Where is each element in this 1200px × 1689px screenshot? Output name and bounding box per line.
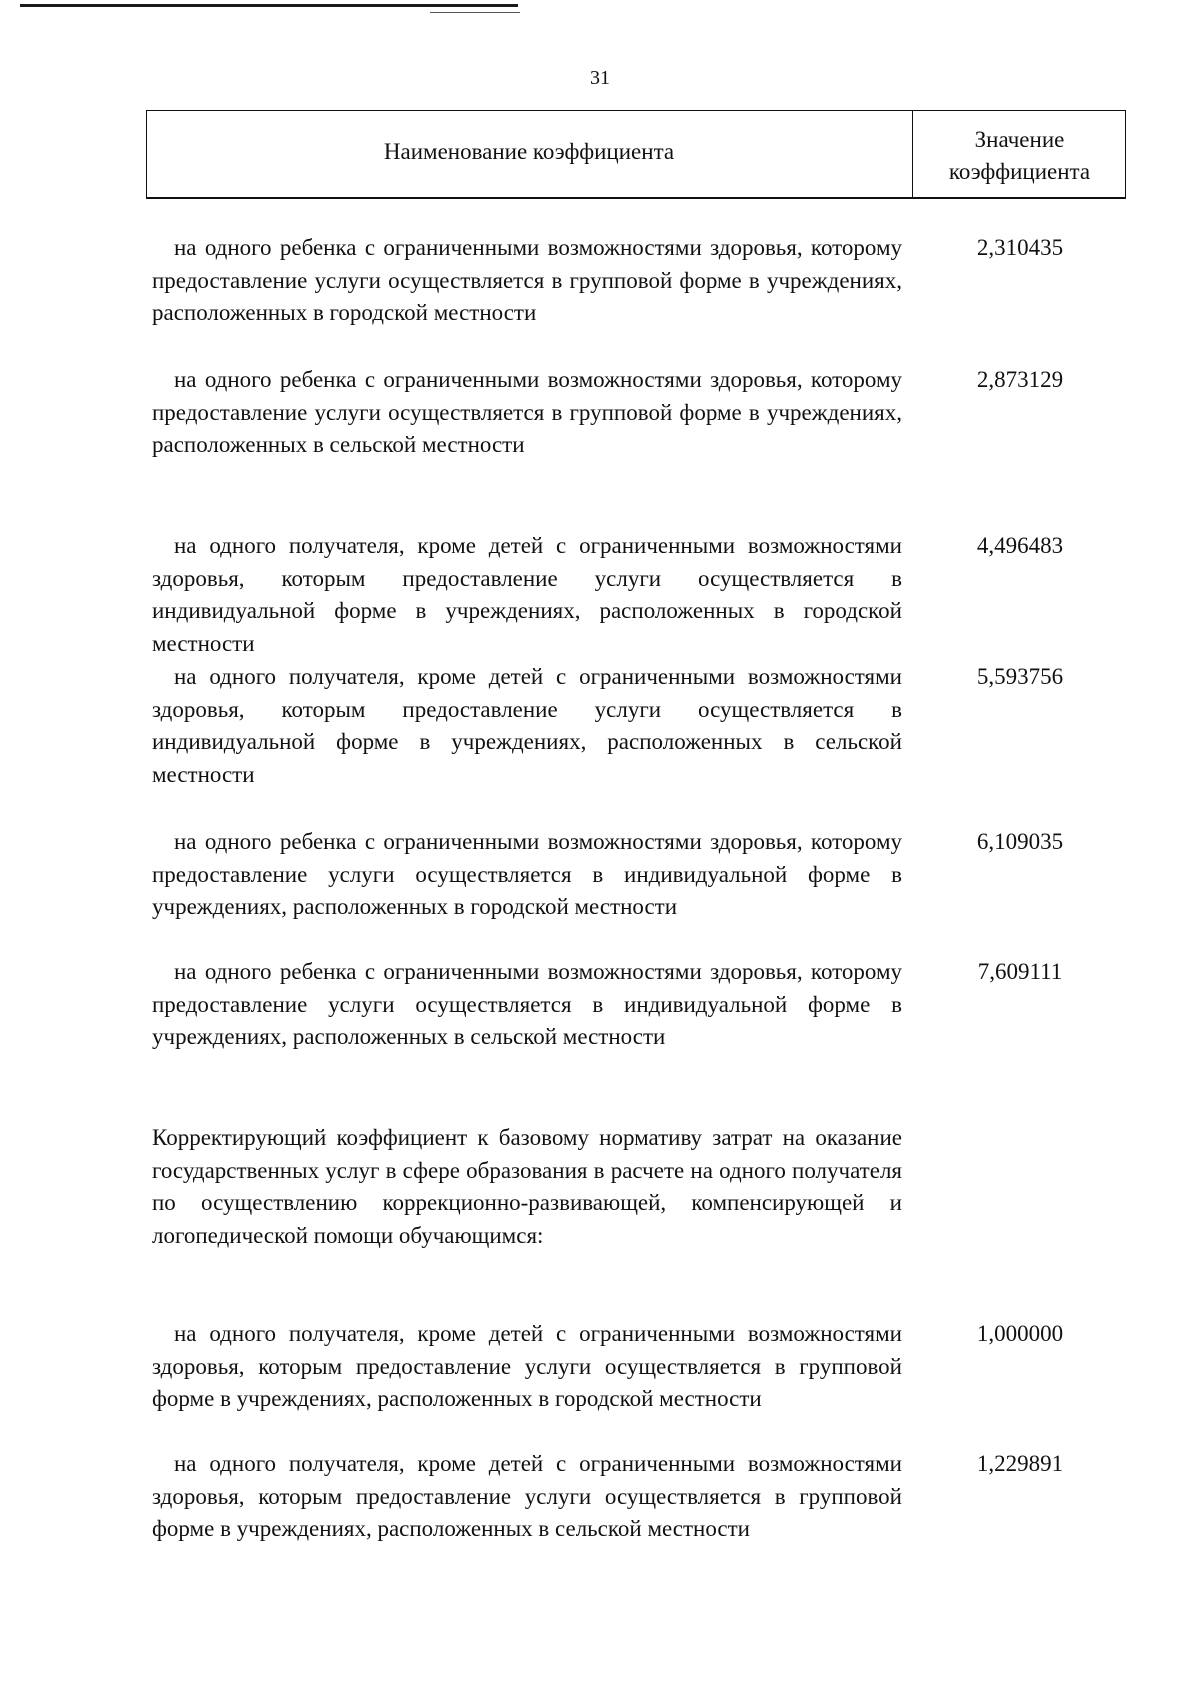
coefficient-value: 2,873129 [976,367,1064,392]
coefficient-value: 1,000000 [976,1321,1064,1346]
coefficient-value: 4,496483 [976,533,1064,558]
coefficient-value: 2,310435 [976,235,1064,260]
column-header-value [913,124,1126,188]
column-header-value-line1: Значение [974,127,1065,152]
top-rule-secondary [430,12,520,13]
coefficient-description: на одного получателя, кроме детей с ограниченными возможностями здоровья, которым предоставление услуги осуществляется в групповой форме в учреждениях, расположенных в сельской местности [152,1451,902,1541]
coefficient-description: на одного получателя, кроме детей с ограниченными возможностями здоровья, которым предоставление услуги осуществляется в индивидуальной форме в учреждениях, расположенных в сельской местности [152,664,902,787]
column-header-value-line2: коэффициента [948,159,1091,184]
coefficient-description: на одного получателя, кроме детей с ограниченными возможностями здоровья, которым предоставление услуги осуществляется в индивидуальной форме в учреждениях, расположенных в городской местности [152,533,902,656]
coefficient-description: на одного получателя, кроме детей с ограниченными возможностями здоровья, которым предоставление услуги осуществляется в групповой форме в учреждениях, расположенных в городской местности [152,1321,902,1411]
coefficient-value: 5,593756 [976,664,1064,689]
coefficient-description: на одного ребенка с ограниченными возможностями здоровья, которому предоставление услуги осуществляется в индивидуальной форме в учреждениях, расположенных в городской местности [152,829,902,919]
column-header-name: Наименование коэффициента [383,139,675,164]
page-number: 31 [590,67,610,89]
coefficient-value: 1,229891 [976,1451,1064,1476]
top-rule [20,4,518,7]
section-heading: Корректирующий коэффициент к базовому нормативу затрат на оказание государственных услуг в сфере образования в расчете на одного получателя по осуществлению коррекционно-развивающей, компенсирующей и логопедической помощи обучающимся: [152,1125,902,1248]
coefficient-description: на одного ребенка с ограниченными возможностями здоровья, которому предоставление услуги осуществляется в индивидуальной форме в учреждениях, расположенных в сельской местности [152,959,902,1049]
coefficient-value: 6,109035 [976,829,1064,854]
coefficient-description: на одного ребенка с ограниченными возможностями здоровья, которому предоставление услуги осуществляется в групповой форме в учреждениях, расположенных в сельской местности [152,367,902,457]
coefficient-description: на одного ребенка с ограниченными возможностями здоровья, которому предоставление услуги осуществляется в групповой форме в учреждениях, расположенных в городской местности [152,235,902,325]
coefficient-value: 7,609111 [977,959,1063,984]
table-header-bottom-rule [146,197,1126,199]
